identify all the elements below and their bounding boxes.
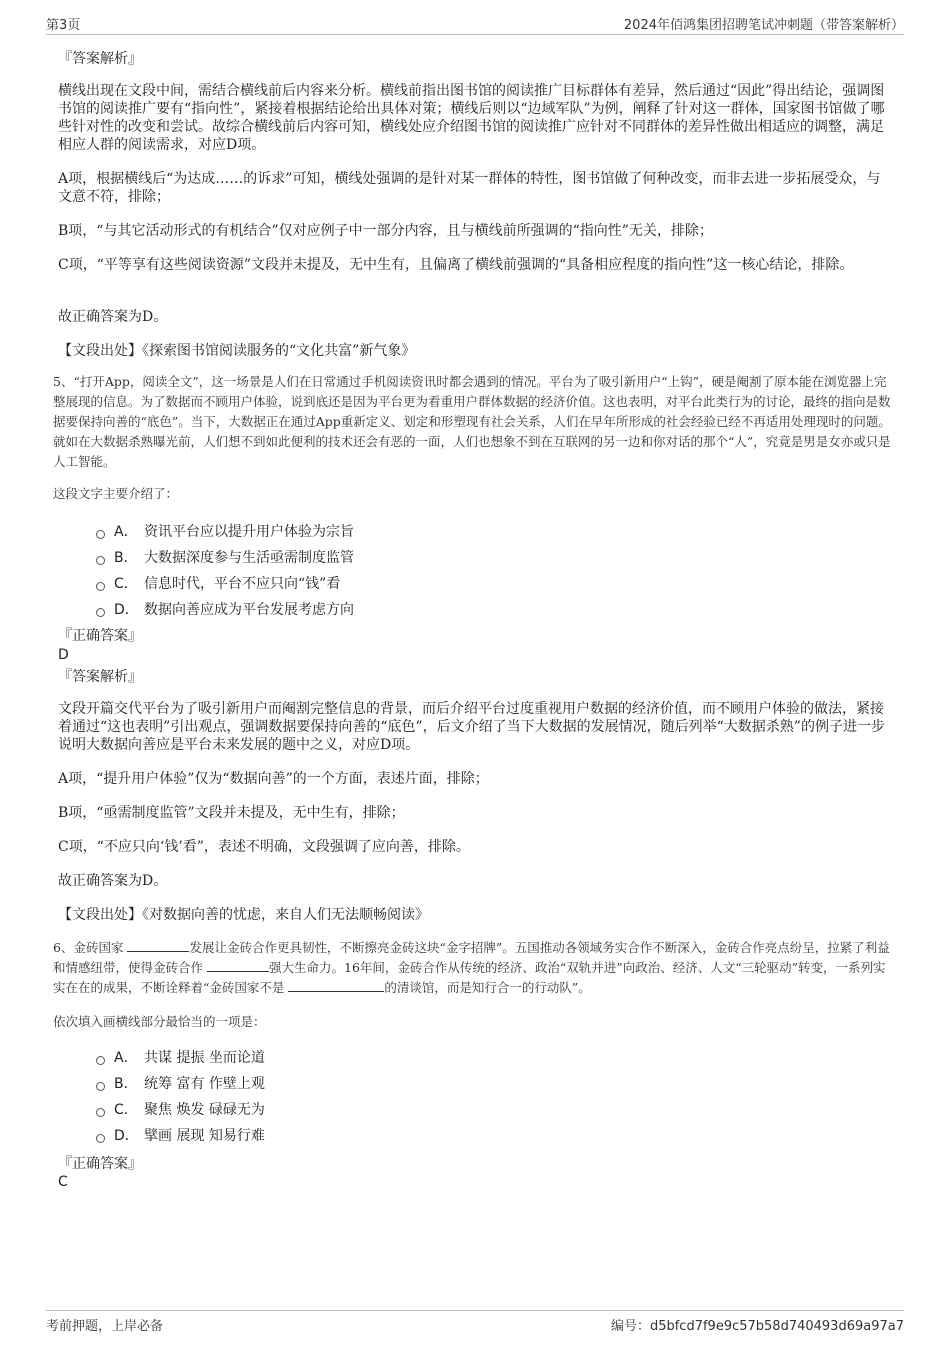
footer-slogan: 考前押题，上岸必备 [46,1319,164,1334]
document-title: 2024年佰鸿集团招聘笔试冲刺题（带答案解析） [623,18,904,33]
q5-option-c-analysis: C项，“不应只向‘钱’看”，表述不明确，文段强调了应向善，排除。 [58,839,470,855]
option-letter: C． [114,576,138,592]
q5-option-b-analysis: B项，“亟需制度监管”文段并未提及，无中生有，排除； [58,805,405,821]
q5-prompt: 这段文字主要介绍了： [53,486,179,501]
option-text: 聚焦 焕发 碌碌无为 [144,1102,265,1118]
code-label: 编号： [610,1319,650,1334]
q4-option-b-analysis: B项，“与其它活动形式的有机结合”仅对应例子中一部分内容，且与横线前所强调的“指向性”无关，排除； [58,223,713,239]
q5-answer-title: 『正确答案』 [58,628,142,644]
q6-answer-title: 『正确答案』 [58,1156,142,1172]
q4-option-a-analysis: A项，根据横线后“为达成……的诉求”可知，横线处强调的是针对某一群体的特性，图书馆做了何种改变，而非去进一步拓展受众，与文意不符，排除； [58,171,881,205]
q6-stem [53,938,895,998]
q5-stem: 5、“打开App，阅读全文”，这一场景是人们在日常通过手机阅读资讯时都会遇到的情况。平台为了吸引新用户“上钩”，硬是阉割了原本能在浏览器上完整展现的信息。为了数据而不顾用户体验，说到底还是因为平台更为看重用户群体数据的经济价值。这也表明，对平台此类行为的讨论，最终的指向是数据要保持向善的“底色”。当下，大数据正在通过App重新定义、划定和形塑现有社会关系，人们在早年所形成的社会经验已经不再适用处理现时的问题。就如在大数据杀熟曝光前，人们想不到如此便利的技术还会有恶的一面，人们也想象不到在互联网的另一边和你对话的那个“人”，究竟是男是女亦或只是人工智能。 [53,374,891,469]
option-letter: D． [114,602,139,618]
q6-blank-3 [288,979,384,992]
q6-option-b[interactable] [96,1070,265,1096]
option-letter: D． [114,1128,139,1144]
radio-icon[interactable] [96,1108,105,1117]
option-letter: A． [114,1050,138,1066]
radio-icon[interactable] [96,530,105,539]
q4-analysis-title: 『答案解析』 [58,51,142,67]
q6-options [96,1044,265,1148]
q5-options [96,518,354,622]
option-letter: C． [114,1102,138,1118]
q4-option-c-analysis: C项，“平等享有这些阅读资源”文段并未提及，无中生有，且偏离了横线前强调的“具备相应程度的指向性”这一核心结论，排除。 [58,257,854,273]
q6-answer: C [58,1174,68,1190]
q5-option-a[interactable] [96,518,354,544]
option-letter: B． [114,1076,138,1092]
q6-option-a[interactable] [96,1044,265,1070]
q6-stem-part-1: 6、金砖国家 [53,940,124,955]
option-text: 信息时代，平台不应只向“钱”看 [144,576,341,592]
radio-icon[interactable] [96,608,105,617]
q5-option-d[interactable] [96,596,354,622]
q4-analysis-body: 横线出现在文段中间，需结合横线前后内容来分析。横线前指出图书馆的阅读推广目标群体有差异，然后通过“因此”得出结论，强调图书馆的阅读推广要有“指向性”，紧接着根据结论给出具体对策；横线后则以“边域军队”为例，阐释了针对这一群体，国家图书馆做了哪些针对性的改变和尝试。故综合横线前后内容可知，横线处应介绍图书馆的阅读推广应针对不同群体的差异性做出相适应的调整，满足相应人群的阅读需求，对应D项。 [58,83,885,153]
code-value: d5bfcd7f9e9c57b58d740493d69a97a7 [649,1319,904,1334]
option-text: 大数据深度参与生活亟需制度监管 [144,550,354,566]
page-header [46,12,904,35]
q5-analysis-title: 『答案解析』 [58,669,142,685]
q4-conclusion: 故正确答案为D。 [58,309,168,325]
q4-source: 【文段出处】《探索图书馆阅读服务的“文化共富”新气象》 [58,343,416,359]
q6-stem-part-2: 发展让金砖合作更具韧性，不断擦亮金砖这块“金字招牌”。五国推动各领域务实合作不断深入，金砖合作亮点纷呈，拉紧了利益和情感纽带，使得金砖合作 [53,940,890,975]
q6-blank-2 [207,959,269,972]
radio-icon[interactable] [96,1082,105,1091]
option-text: 数据向善应成为平台发展考虑方向 [144,602,354,618]
option-text: 统筹 富有 作壁上观 [144,1076,265,1092]
q6-prompt: 依次填入画横线部分最恰当的一项是： [53,1014,266,1029]
q5-option-a-analysis: A项，“提升用户体验”仅为“数据向善”的一个方面，表述片面，排除； [58,771,489,787]
q6-blank-1 [127,939,189,952]
radio-icon[interactable] [96,1056,105,1065]
option-letter: A． [114,524,138,540]
radio-icon[interactable] [96,1134,105,1143]
page-number: 第3页 [46,18,81,33]
q5-source: 【文段出处】《对数据向善的忧虑，来自人们无法顺畅阅读》 [58,907,429,923]
option-letter: B． [114,550,138,566]
q6-stem-part-3: 强大生命力。16年间，金砖合作从传统的经济、政治“双轨并进”向政治、经济、人文“三轮驱动”转变，一系列实实在在的成果，不断诠释着“金砖国家不是 [53,960,886,995]
q6-option-d[interactable] [96,1122,265,1148]
document-code [611,1315,904,1334]
q5-option-b[interactable] [96,544,354,570]
option-text: 资讯平台应以提升用户体验为宗旨 [144,524,354,540]
page-footer [46,1310,904,1333]
option-text: 共谋 提振 坐而论道 [144,1050,265,1066]
q5-analysis-body: 文段开篇交代平台为了吸引新用户而阉割完整信息的背景，而后介绍平台过度重视用户数据的经济价值，而不顾用户体验的做法，紧接着通过“这也表明”引出观点，强调数据要保持向善的“底色”，后文介绍了当下大数据的发展情况，随后列举“大数据杀熟”的例子进一步说明大数据向善应是平台未来发展的题中之义，对应D项。 [58,701,885,753]
q6-option-c[interactable] [96,1096,265,1122]
q5-answer: D [58,647,69,663]
option-text: 擘画 展现 知易行难 [144,1128,265,1144]
radio-icon[interactable] [96,556,105,565]
q5-conclusion: 故正确答案为D。 [58,873,168,889]
q6-stem-part-4: 的清谈馆，而是知行合一的行动队”。 [384,980,591,995]
radio-icon[interactable] [96,582,105,591]
q5-option-c[interactable] [96,570,354,596]
